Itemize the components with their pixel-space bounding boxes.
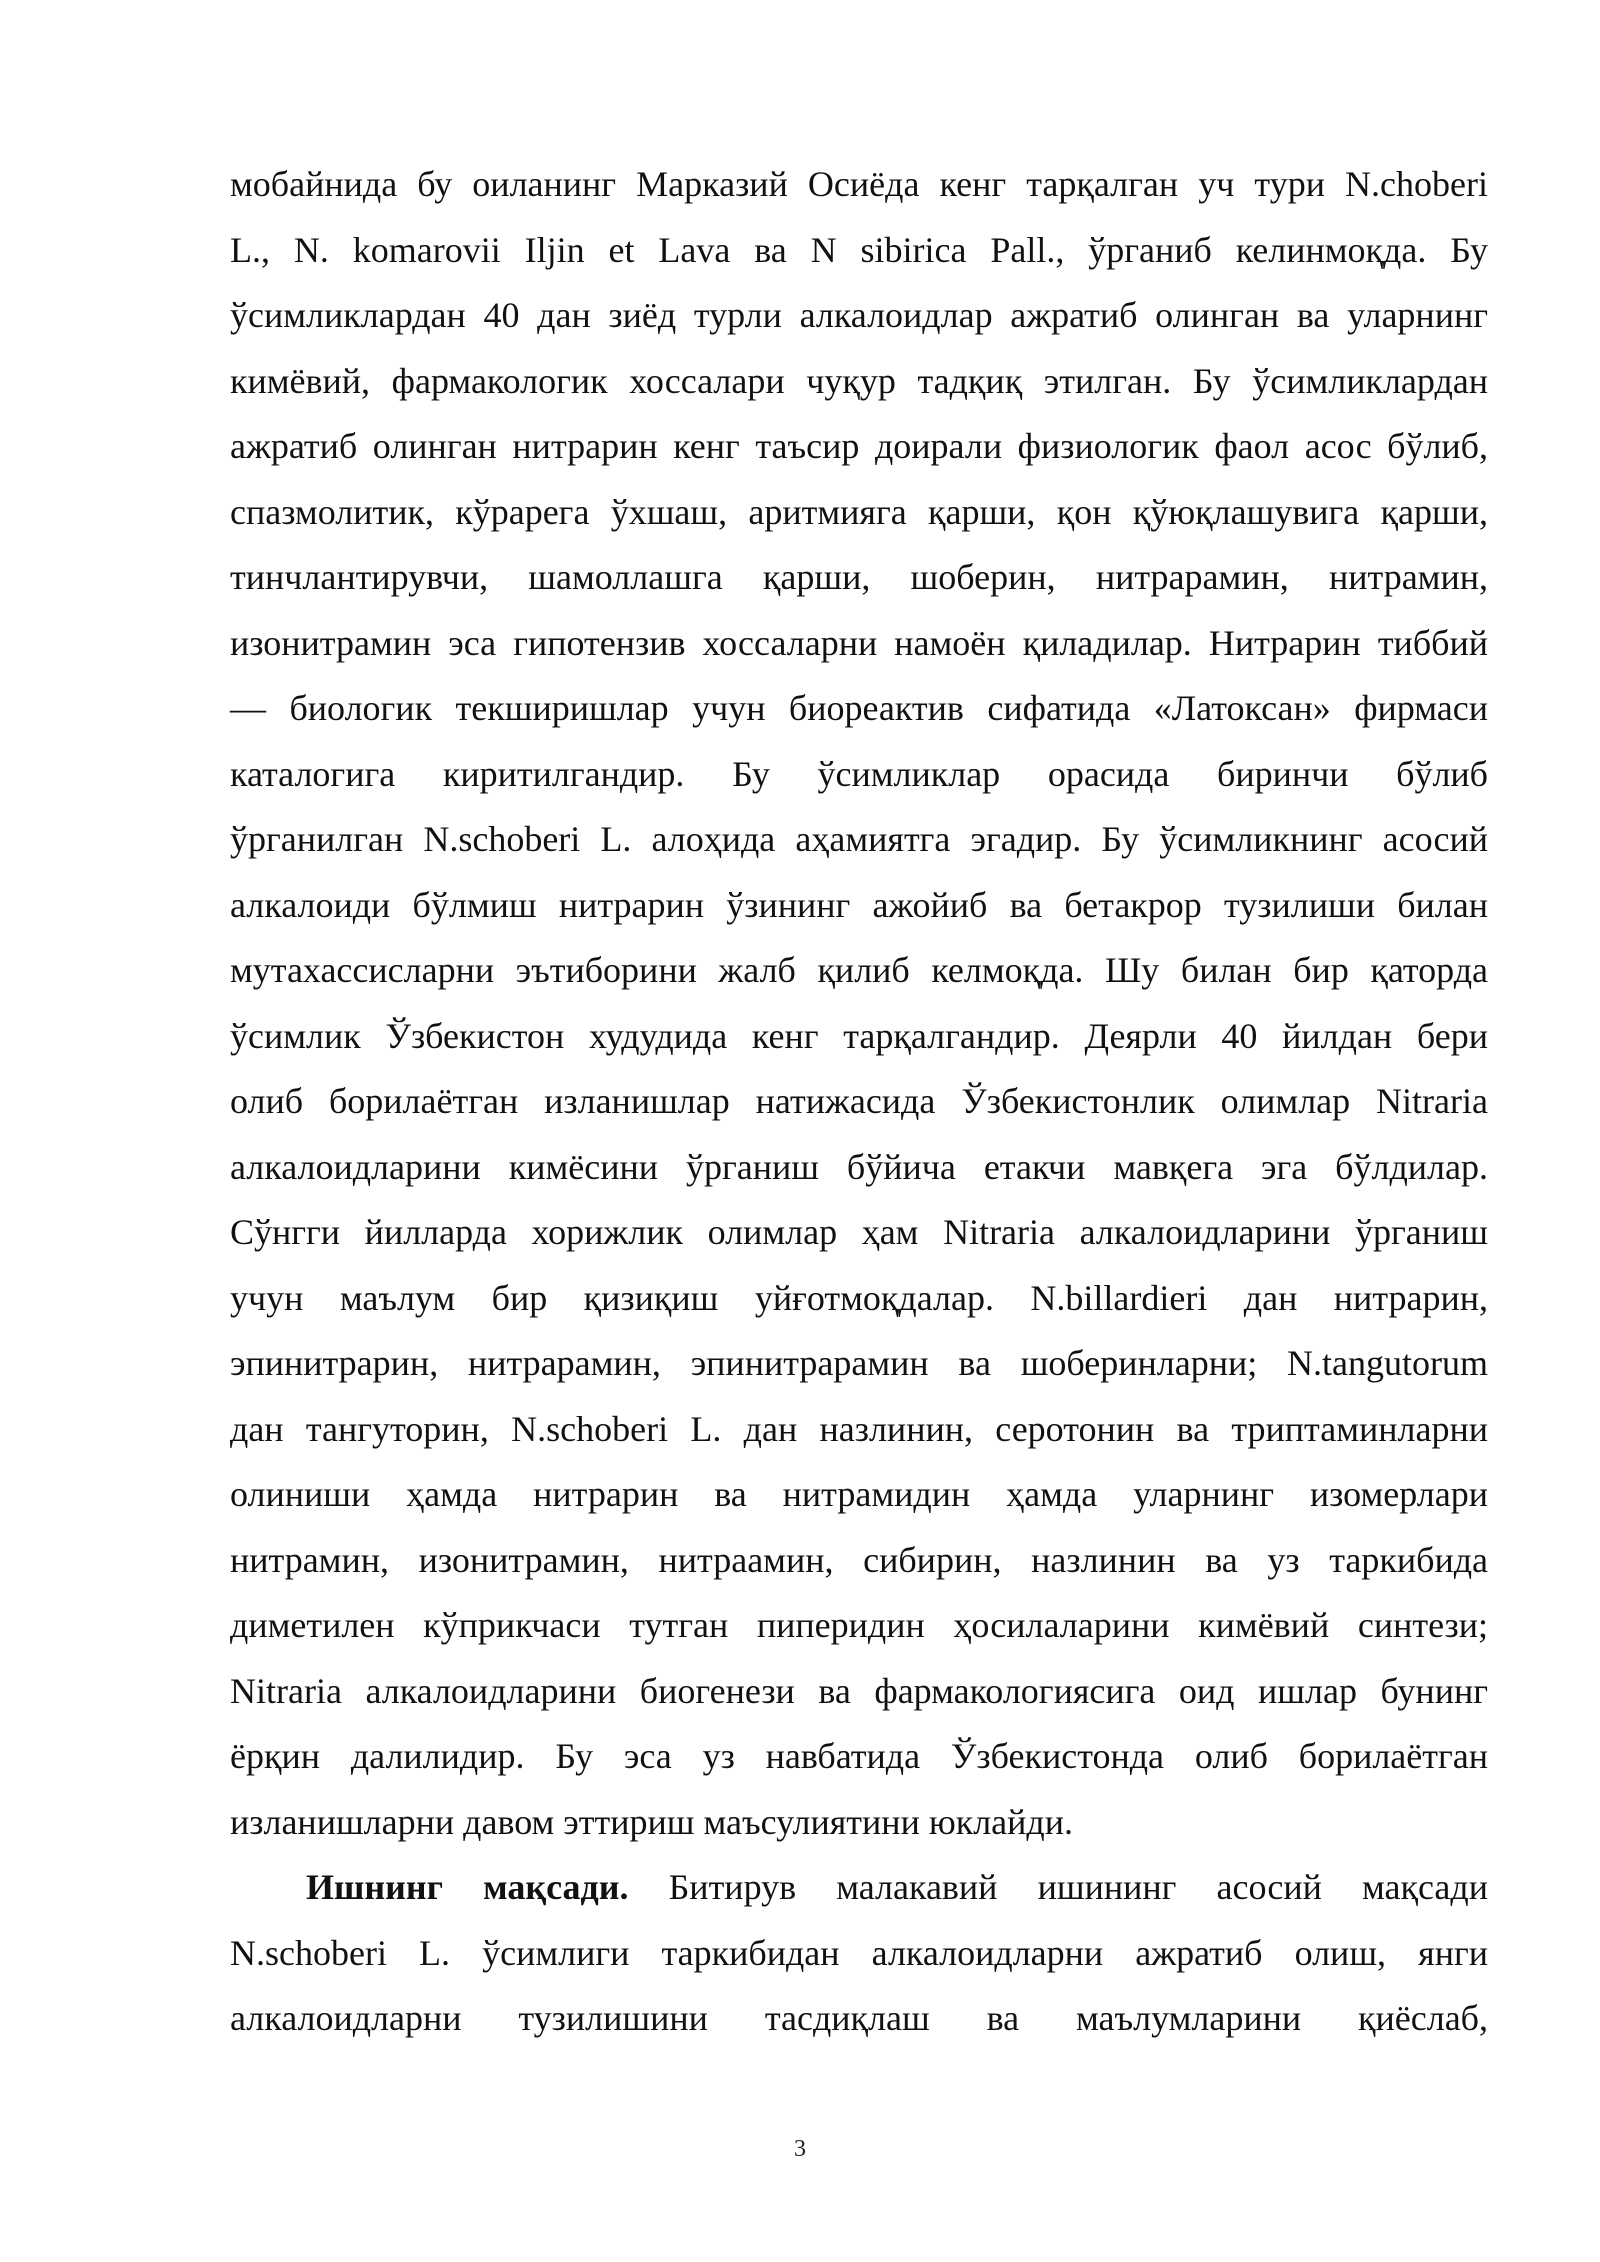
text-line: дан тангуторин, N.schoberi L. дан назлинин, серотонин ва триптаминларни (230, 1408, 1488, 1449)
text-line: олиниши ҳамда нитрарин ва нитрамидин ҳамда уларнинг изомерлари (230, 1474, 1488, 1514)
heading-continuation: Битирув малакавий ишининг асосий мақсади (628, 1867, 1488, 1907)
text-line: Сўнгги йилларда хорижлик олимлар ҳам Nitraria алкалоидларини ўрганиш (230, 1212, 1488, 1252)
text-line: мобайнида бу оиланинг Марказий Осиёда кенг тарқалган уч тури N.choberi (230, 164, 1488, 204)
text-line: — биологик текширишлар учун биореактив сифатида «Латоксан» фирмаси (230, 688, 1488, 728)
text-line: учун маълум бир қизиқиш уйғотмоқдалар. N.billardieri дан нитрарин, (230, 1277, 1488, 1318)
text-line: диметилен кўприкчаси тутган пиперидин ҳосилаларини кимёвий синтези; (230, 1605, 1488, 1645)
text-line: L., N. komarovii Iljin et Lava ва N sibirica Pall., ўрганиб келинмоқда. Бу (230, 229, 1488, 270)
text-line: изонитрамин эса гипотензив хоссаларни намоён қиладилар. Нитрарин тиббий (230, 622, 1488, 663)
text-line: Nitraria алкалоидларини биогенези ва фармакологиясига оид ишлар бунинг (230, 1670, 1488, 1711)
text-line: кимёвий, фармакологик хоссалари чуқур тадқиқ этилган. Бу ўсимликлардан (230, 360, 1488, 401)
text-line: каталогига киритилгандир. Бу ўсимликлар орасида биринчи бўлиб (230, 753, 1488, 794)
text-line: ўсимлик Ўзбекистон худудида кенг тарқалгандир. Деярли 40 йилдан бери (230, 1015, 1488, 1056)
paragraph-introduction (230, 152, 1488, 1855)
text-line: N.schoberi L. ўсимлиги таркибидан алкалоидларни ажратиб олиш, янги (230, 1932, 1488, 1973)
text-line: мутахассисларни эътиборини жалб қилиб келмоқда. Шу билан бир қаторда (230, 950, 1488, 990)
text-line: алкалоидларини кимёсини ўрганиш бўйича етакчи мавқега эга бўлдилар. (230, 1146, 1488, 1187)
text-line: изланишларни давом эттириш маъсулиятини юклайди. (230, 1801, 1074, 1842)
text-line: алкалоиди бўлмиш нитрарин ўзининг ажойиб ва бетакрор тузилиши билан (230, 884, 1488, 925)
text-line: ўрганилган N.schoberi L. алоҳида аҳамиятга эгадир. Бу ўсимликнинг асосий (230, 819, 1488, 859)
text-line (230, 1855, 1488, 1921)
text-line: ёрқин далилидир. Бу эса уз навбатида Ўзбекистонда олиб борилаётган (230, 1736, 1488, 1776)
text-line: тинчлантирувчи, шамоллашга қарши, шоберин, нитрарамин, нитрамин, (230, 557, 1488, 597)
text-line: ажратиб олинган нитрарин кенг таъсир доирали физиологик фаол асос бўлиб, (230, 426, 1488, 466)
text-line: алкалоидларни тузилишини тасдиқлаш ва маълумларини қиёслаб, (230, 1998, 1488, 2038)
text-line: эпинитрарин, нитрарамин, эпинитрарамин ва шоберинларни; N.tangutorum (230, 1343, 1488, 1383)
text-line: олиб борилаётган изланишлар натижасида Ўзбекистонлик олимлар Nitraria (230, 1081, 1488, 1121)
paragraph-goal (230, 1855, 1488, 2052)
text-line: спазмолитик, кўрарега ўхшаш, аритмияга қарши, қон қўюқлашувига қарши, (230, 491, 1488, 532)
body-text (230, 152, 1488, 2052)
section-heading: Ишнинг мақсади. (306, 1867, 629, 1907)
page-number: 3 (794, 2136, 806, 2162)
text-line: нитрамин, изонитрамин, нитраамин, сибирин, назлинин ва уз таркибида (230, 1539, 1488, 1580)
text-line: ўсимликлардан 40 дан зиёд турли алкалоидлар ажратиб олинган ва уларнинг (230, 295, 1488, 335)
